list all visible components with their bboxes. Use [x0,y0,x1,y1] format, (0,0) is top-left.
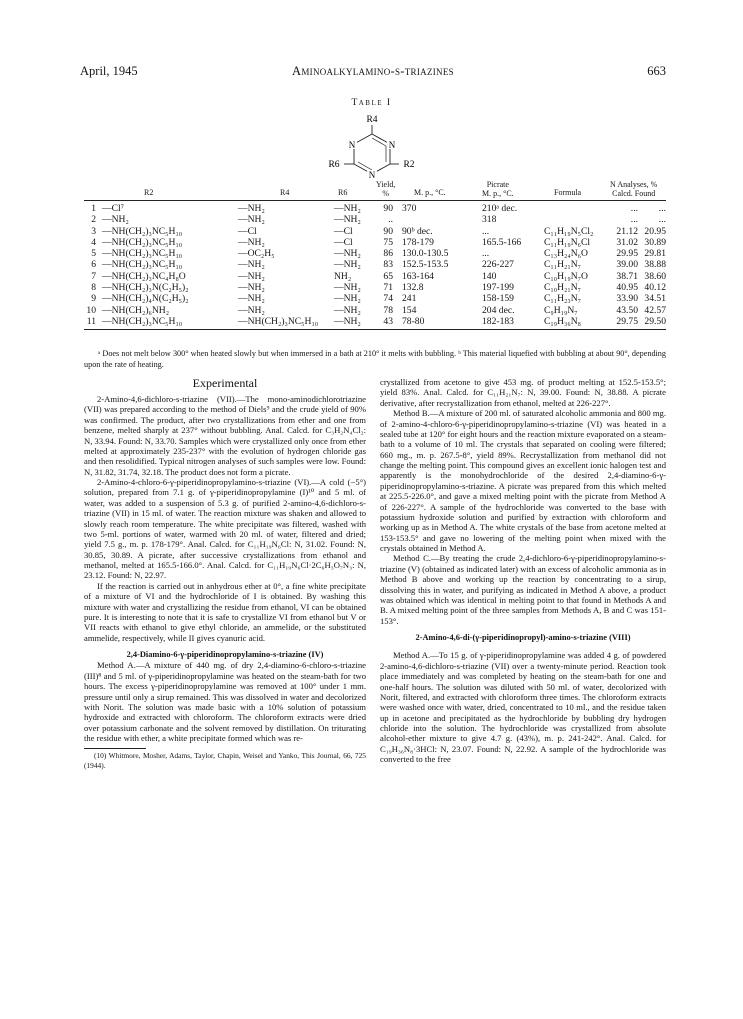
paragraph: Method A.—To 15 g. of γ-piperidinopropylamine was added 4 g. of powdered 2-amino-4,6-dichloro-s-triazine (VII) over a twenty-minute period. Reaction took place immediately and was completed by heating on the steam-bath for one and one-half hours. The solution was diluted with 50 ml. of water, decolorized with Norit, filtered, and extracted with chloroform three times. The chloroform extracts were washed once with water, dried, concentrated to 10 ml., and the residue taken up in acetone and precipitated as the hydrochloride by bubbling dry hydrogen chloride into the solution. The hydrochloride was crystallized from absolute alcohol-ether mixture to give 4.7 g. (43%), m. p. 241-242°. Anal. Calcd. for C₁₉H₃₆N₈·3HCl: N, 23.07. Found: N, 22.92. A sample of the hydrochloride was converted to the free [380,650,666,765]
table-row [84,214,666,225]
table-cell-yield: 83 [383,259,393,271]
column-header-r2: R2 [144,187,154,197]
paragraph: Method B.—A mixture of 200 ml. of saturated alcoholic ammonia and 800 mg. of 2-amino-4-chloro-6-γ-piperidinopropylamino-s-triazine (VI) was heated in a sealed tube at 120° for eight hours and the reaction mixture evaporated on a steam-bath to a volume of 10 ml. The crystals that separated on cooling were filtered; 660 mg., m. p. 267.5-8°, yield 89%. Recrystallization from methanol did not change the melting point. This compound gives an excellent ionic halogen test and apparently is the monohydrochloride of the desired 2,4-diamino-6-γ-piperidinopropylamino-s-triazine. A picrate was prepared from this which melted at 225.5-226.0°, and gave a mixed melting point with the picrate from Method A of 226-227°. A sample of the hydrochloride was converted to the base with potassium hydroxide solution and purified by extraction with chloroform and working up as in Method A. The white crystals of the base from acetone melted at 153-153.5° and gave no lowering of the melting point when mixed with the crystals obtained in Method A. [380,408,666,553]
table-cell-calcd: 43.50 [616,304,638,316]
table-cell-calcd: 31.02 [616,236,638,248]
right-column [380,377,666,765]
table-cell-r6: —NH₂ [334,214,361,226]
table-row [84,259,666,270]
table-cell-formula: C₁₉H₃₆N₈ [544,315,581,327]
table-cell-calcd: 38.71 [616,270,638,282]
table-cell-r2: —NH(CH₂)₆NH₂ [102,304,170,316]
table-cell-found: ... [658,214,666,226]
table-cell-mp: 163-164 [402,270,434,282]
table-cell-no: 8 [91,282,96,294]
table-cell-r2: —NH(CH₂)₃NC₅H₁₀ [102,315,183,327]
table-cell-no: 5 [91,248,96,260]
table-cell-picrate: 226-227 [482,259,514,271]
right-column-body [380,377,666,765]
table-cell-no: 6 [91,259,96,271]
table-cell-no: 7 [91,270,96,282]
table-cell-formula: C₉H₁₉N₇ [544,304,578,316]
table-cell-yield: 90 [383,203,393,214]
table-cell-no: 11 [86,315,96,327]
table-cell-mp: 178-179 [402,236,434,248]
table-title: Table I [351,98,392,108]
table-cell-r2: —NH₂ [102,214,129,226]
table-cell-formula: C₁₀H₁₉N₇O [544,270,588,282]
table-cell-r6: —NH₂ [334,304,361,316]
column-header-analyses: N Analyses, % Calcd. Found [610,180,658,198]
paragraph: 2-Amino-4-chloro-6-γ-piperidinopropylamino-s-triazine (VI).—A cold (−5°) solution, prepared from 7.1 g. of γ-piperidinopropylamine (I)¹⁰ and 5 ml. of water, was added to a suspension of 5.3 g. of purified 2-amino-4,6-dichloro-s-triazine (VII) in 15 ml. of water. The reaction mixture was shaken and allowed to slowly reach room temperature. The white precipitate was filtered, washed with two 5-ml. portions of water, warmed with 20 ml. of water, filtered and dried; yield 7.5 g., m. p. 178-179°. Anal. Calcd. for C₁₁H₁₉N₆Cl: N, 31.02. Found: N, 30.85, 30.89. A picrate, after successive crystallizations from ethanol and methanol, melted at 165.5-166.0°. Anal. Calcd. for C₁₁H₁₉N₆Cl·2C₆H₃O₇N₃: N, 23.12. Found: N, 22.97. [84,477,366,581]
table-row [84,237,666,248]
table-cell-calcd: ... [630,214,638,226]
table-cell-picrate: 182-183 [482,315,514,327]
table-cell-r6: —NH₂ [334,315,361,327]
table-cell-r6: —NH₂ [334,293,361,305]
table-row [84,271,666,282]
table-cell-calcd: 40.95 [616,282,638,294]
column-header-yield: Yield, % [376,180,396,198]
article-running-title: Aminoalkylamino-s-triazines [292,64,454,78]
table-cell-formula: C₁₁H₂₃N₇ [544,293,581,305]
table-row [84,203,666,214]
spacer [380,643,666,650]
triazine-structure-diagram [322,112,422,180]
table-body [84,201,666,330]
table-cell-picrate: 165.5-166 [482,236,522,248]
table-cell-formula: C₁₃H₂₄N₆O [544,248,588,260]
table-cell-r4: —NH₂ [238,259,265,271]
table-cell-found: 38.88 [644,259,666,271]
table-cell-r6: —Cl [334,225,353,237]
table-cell-r6: —NH₂ [334,248,361,260]
table-cell-picrate: 318 [482,214,497,226]
table-cell-no: 3 [91,225,96,237]
table-cell-picrate: ... [482,225,490,237]
left-column-body [84,394,366,743]
table-cell-r4: —NH₂ [238,293,265,305]
table-cell-picrate: 204 dec. [482,304,515,316]
table-cell-mp: 152.5-153.5 [402,259,449,271]
section-subheading: 2-Amino-4,6-di-(γ-piperidinopropyl)-amino-s-triazine (VIII) [415,633,631,642]
table-row [84,305,666,316]
table-cell-mp: 90ᵇ dec. [402,225,433,237]
table-cell-found: 29.50 [644,315,666,327]
table-cell-r2: —NH(CH₂)₃NC₅H₁₀ [102,259,183,271]
table-cell-found: 40.12 [644,282,666,294]
table-cell-calcd: 29.75 [616,315,638,327]
table-cell-r2: —NH(CH₂)₄N(C₂H₅)₂ [102,293,189,305]
table-cell-r6: —NH₂ [334,203,361,214]
table-cell-yield: 71 [383,282,393,294]
table-cell-mp: 78-80 [402,315,425,327]
table-cell-picrate: ... [482,248,490,260]
table-cell-r4: —NH(CH₂)₃NC₅H₁₀ [238,315,319,327]
table-cell-r4: —NH₂ [238,236,265,248]
table-cell-mp: 370 [402,203,417,214]
running-head [80,64,666,80]
table-cell-found: 38.60 [644,270,666,282]
table-cell-r4: —NH₂ [238,304,265,316]
table-row [84,248,666,259]
table-cell-calcd: 29.95 [616,248,638,260]
ring-nitrogen-1: N [348,140,356,150]
table-cell-found: 29.81 [644,248,666,260]
table-cell-formula: C₁₁H₂₁N₇ [544,259,581,271]
table-cell-found: 30.89 [644,236,666,248]
spacer [84,643,366,650]
table-footnotes: ᵃ Does not melt below 300° when heated slowly but when immersed in a bath at 210° it melts with bubbling. ᵇ This material liquefied with bubbling at about 90°, depending upon the rate of heating. [84,349,666,369]
table-cell-r4: —NH₂ [238,203,265,214]
table-cell-mp: 132.8 [402,282,424,294]
table-cell-calcd: ... [630,203,638,214]
table-cell-r2: —NH(CH₂)₃NC₅H₁₀ [102,248,183,260]
table-cell-yield: 43 [383,315,393,327]
table-cell-r2: —NH(CH₂)₃NC₅H₁₀ [102,236,183,248]
issue-date: April, 1945 [80,64,138,78]
column-header-picrate: Picrate M. p., °C. [482,180,514,198]
table-cell-yield: 86 [383,248,393,260]
table-cell-found: 42.57 [644,304,666,316]
spacer [380,626,666,633]
table-cell-r2: —Cl⁷ [102,203,125,214]
table-cell-yield: 75 [383,236,393,248]
table-cell-no: 1 [91,203,96,214]
table-cell-yield: 78 [383,304,393,316]
table-row [84,226,666,237]
table-cell-r4: —Cl [238,225,257,237]
table-cell-yield: 74 [383,293,393,305]
table-cell-r6: —Cl [334,236,353,248]
table-cell-calcd: 21.12 [616,225,638,237]
column-header-r6: R6 [338,187,348,197]
section-heading-experimental: Experimental [192,376,258,390]
table-cell-yield: 90 [383,225,393,237]
substituent-r2: R2 [403,160,415,170]
table-cell-picrate: 197-199 [482,282,514,294]
table-cell-no: 2 [91,214,96,226]
table-cell-formula: C₁₁H₁₉N₆Cl [544,236,591,248]
table-row [84,293,666,304]
paragraph: If the reaction is carried out in anhydrous ether at 0°, a fine white precipitate of a mixture of VI and the hydrochloride of I is obtained. By washing this mixture with water and crystallizing the residue from ethanol, VI can be obtained pure. It is interesting to note that it is safe to crystallize VI from ethanol but V or VII reacts with ethanol to give ethyl chloride, an ammelide, or the substituted ammelide, respectively, while II gives cyanuric acid. [84,580,366,643]
paragraph: 2-Amino-4,6-dichloro-s-triazine (VII).—The mono-aminodichlorotriazine (VII) was prepared according to the method of Diels⁹ and the crude yield of 90% was confirmed. The product, after two crystallizations from ether and one from benzene, melted sharply at 237° without bubbling. Anal. Calcd. for C₃H₂N₄Cl₂: N, 33.94. Found: N, 33.70. Samples which were crystallized only once from ether melted at approximately 235-237° with the evolution of hydrogen chloride gas and then resolidified. Typical nitrogen analyses of such samples were low. Found: N, 31.82, 31.74, 32.18. The product does not form a picrate. [84,394,366,477]
table-cell-no: 10 [86,304,96,316]
table-cell-calcd: 33.90 [616,293,638,305]
data-table [84,180,666,330]
table-cell-no: 4 [91,236,96,248]
paragraph: crystallized from acetone to give 453 mg. of product melting at 152.5-153.5°; yield 83%. Anal. Calcd. for C₁₁H₂₁N₇: N, 39.00. Found: N, 38.88. A picrate derivative, after recrystallization from ethanol, melted at 226-227°. [380,377,666,408]
column-header-mp: M. p., °C. [414,187,446,197]
page-number: 663 [647,64,666,78]
section-subheading: 2,4-Diamino-6-γ-piperidinopropylamino-s-triazine (IV) [126,650,324,659]
table-cell-picrate: 140 [482,270,497,282]
ring-nitrogen-5: N [368,170,376,180]
table-cell-r6: —NH₂ [334,259,361,271]
table-cell-picrate: 210ᵃ dec. [482,203,518,214]
reference-footnote: (10) Whitmore, Mosher, Adams, Taylor, Chapin, Weisel and Yanko, This Journal, 66, 725 (1944). [84,751,366,770]
table-cell-r2: —NH(CH₂)₃NC₅H₁₀ [102,225,183,237]
table-cell-no: 9 [91,293,96,305]
footnote-rule [84,748,146,749]
table-cell-calcd: 39.00 [616,259,638,271]
table-cell-formula: C₁₁H₁₉N₅Cl₂ [544,225,594,237]
table-cell-yield: .. [388,214,393,226]
table-cell-picrate: 158-159 [482,293,514,305]
table-cell-r4: —NH₂ [238,214,265,226]
table-cell-r4: —OC₂H₅ [238,248,275,260]
table-row [84,282,666,293]
table-cell-found: ... [658,203,666,214]
ring-nitrogen-3: N [388,140,396,150]
substituent-r4: R4 [366,115,378,125]
table-cell-mp: 241 [402,293,417,305]
table-cell-found: 20.95 [644,225,666,237]
table-row [84,316,666,327]
table-cell-r4: —NH₂ [238,270,265,282]
table-cell-r2: —NH(CH₂)₃NC₄H₈O [102,270,186,282]
column-header-r4: R4 [280,187,290,197]
left-column [84,377,366,770]
table-cell-r6: —NH₂ [334,282,361,294]
table-header-row [84,180,666,201]
table-cell-r2: —NH(CH₂)₃N(C₂H₅)₂ [102,282,189,294]
paragraph: Method A.—A mixture of 440 mg. of dry 2,4-diamino-6-chloro-s-triazine (III)⁸ and 5 ml. of γ-piperidinopropylamine was heated on the steam-bath for two hours. The excess γ-piperidinopropylamine was removed at 100° under 1 mm. pressure until only a sirup remained. This was dissolved in water and decolorized with Norit. The solution was made basic with a 10% solution of potassium hydroxide and extracted with chloroform. The chloroform extracts were dried over potassium carbonate and the solvent removed by distillation. On triturating the residue with ether, a white precipitate formed which was re- [84,660,366,743]
table-cell-yield: 65 [383,270,393,282]
substituent-r6: R6 [328,160,340,170]
table-cell-found: 34.51 [644,293,666,305]
table-cell-mp: 130.0-130.5 [402,248,449,260]
table-cell-mp: 154 [402,304,417,316]
paragraph: Method C.—By treating the crude 2,4-dichloro-6-γ-piperidinopropylamino-s-triazine (V) (obtained as indicated later) with an excess of alcoholic ammonia as in Method B above and working up the reaction by concentrating to a sirup, dissolving this in water, and purifying as indicated in Method A above, a product was obtained which was identical in melting point to that found in Methods A and B. A mixed melting point of the three samples from Methods A, B and C was 151-153°. [380,553,666,626]
table-cell-r4: —NH₂ [238,282,265,294]
column-header-formula: Formula [554,187,582,197]
table-cell-formula: C₁₀H₂₁N₇ [544,282,581,294]
table-cell-r6: NH₂ [334,270,352,282]
